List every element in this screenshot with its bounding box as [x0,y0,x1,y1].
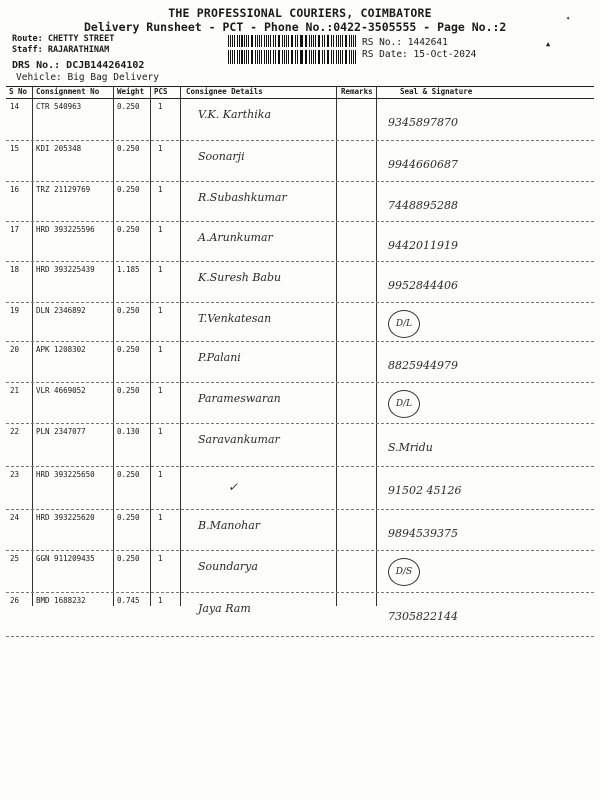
row-signature: 9944660687 [388,158,458,171]
row-divider [6,550,594,551]
row-signature: 9442011919 [388,239,458,252]
row-weight: 0.250 [117,185,140,194]
row-signature: 91502 45126 [388,484,462,497]
row-pcs: 1 [158,513,163,522]
row-sno: 21 [10,386,20,395]
row-consignment: HRD 393225596 [36,225,95,234]
row-weight: 1.185 [117,265,140,274]
row-signature: 8825944979 [388,359,458,372]
barcode-top [228,35,358,47]
row-divider [6,509,594,510]
row-weight: 0.250 [117,306,140,315]
row-signature: 9952844406 [388,279,458,292]
row-divider [6,466,594,467]
row-pcs: 1 [158,427,163,436]
row-sno: 14 [10,102,20,111]
row-consignee: Parameswaran [198,392,281,405]
col-divider [150,86,151,606]
corner-dot-icon: ▲ [546,40,551,48]
row-sno: 24 [10,513,20,522]
col-remarks: Remarks [341,87,373,96]
row-consignee: K.Suresh Babu [198,271,282,284]
row-weight: 0.130 [117,427,140,436]
row-consignment: APK 1208302 [36,345,86,354]
row-stamp-icon: D/L [388,310,420,338]
row-sno: 15 [10,144,20,153]
row-divider [6,181,594,182]
row-consignee: B.Manohar [198,519,261,532]
row-weight: 0.250 [117,345,140,354]
row-pcs: 1 [158,470,163,479]
row-divider [6,592,594,593]
col-consignment: Consignment No [36,87,100,96]
row-pcs: 1 [158,554,163,563]
row-consignee: R.Subashkumar [198,191,287,204]
row-weight: 0.250 [117,470,140,479]
row-signature: S.Mridu [388,441,433,454]
row-pcs: 1 [158,345,163,354]
col-consignee: Consignee Details [186,87,263,96]
row-divider [6,261,594,262]
row-pcs: 1 [158,306,163,315]
row-weight: 0.745 [117,596,140,605]
row-pcs: 1 [158,265,163,274]
row-consignee: Soonarji [198,150,245,163]
row-divider [6,221,594,222]
row-sno: 26 [10,596,20,605]
col-weight: Weight [117,87,145,96]
row-divider [6,423,594,424]
row-divider [6,341,594,342]
row-pcs: 1 [158,144,163,153]
row-pcs: 1 [158,185,163,194]
row-consignee: V.K. Karthika [198,108,272,121]
row-consignment: BMD 1688232 [36,596,86,605]
row-stamp-icon: D/S [388,558,420,586]
row-consignment: KDI 205348 [36,144,82,153]
row-weight: 0.250 [117,513,140,522]
col-seal: Seal & Signature [400,87,473,96]
row-pcs: 1 [158,225,163,234]
row-sno: 23 [10,470,20,479]
row-consignment: HRD 393225439 [36,265,95,274]
row-consignee: Soundarya [198,560,258,573]
row-signature: 7448895288 [388,199,458,212]
row-weight: 0.250 [117,554,140,563]
vehicle-label: Vehicle: Big Bag Delivery [16,72,159,83]
staff-label: Staff: RAJARATHINAM [12,45,110,55]
row-consignment: CTR 540963 [36,102,82,111]
row-consignee: P.Palani [198,351,241,364]
row-sno: 25 [10,554,20,563]
row-signature: 7305822144 [388,610,458,623]
row-sno: 16 [10,185,20,194]
rs-number: RS No.: 1442641 [362,37,448,48]
row-sno: 18 [10,265,20,274]
row-divider [6,302,594,303]
row-signature: 9894539375 [388,527,458,540]
row-pcs: 1 [158,596,163,605]
header-bottom-border [6,98,594,99]
row-weight: 0.250 [117,102,140,111]
row-weight: 0.250 [117,386,140,395]
row-divider [6,140,594,141]
corner-mark-icon: ✦ [566,14,571,22]
barcode-bottom [228,50,358,64]
row-consignment: TRZ 21129769 [36,185,91,194]
col-divider [180,86,181,606]
col-sno: S No [9,87,28,96]
col-divider [376,86,377,606]
row-divider [6,382,594,383]
row-sno: 17 [10,225,20,234]
row-sno: 20 [10,345,20,354]
row-signature: 9345897870 [388,116,458,129]
row-sno: 22 [10,427,20,436]
rs-date: RS Date: 15-Oct-2024 [362,49,477,60]
route-label: Route: CHETTY STREET [12,34,115,44]
row-consignment: PLN 2347077 [36,427,86,436]
row-consignee: T.Venkatesan [198,312,272,325]
drs-number: DRS No.: DCJB144264102 [12,60,145,71]
runsheet-title: Delivery Runsheet - PCT - Phone No.:0422-3505555 - Page No.:2 [84,20,507,34]
col-divider [336,86,337,606]
row-sno: 19 [10,306,20,315]
row-weight: 0.250 [117,144,140,153]
row-stamp-icon: D/L [388,390,420,418]
row-consignment: VLR 4669052 [36,386,86,395]
company-title: THE PROFESSIONAL COURIERS, COIMBATORE [168,6,432,20]
row-consignment: DLN 2346892 [36,306,86,315]
row-consignment: HRD 393225650 [36,470,95,479]
row-pcs: 1 [158,102,163,111]
row-consignment: HRD 393225620 [36,513,95,522]
row-consignee: Saravankumar [198,433,280,446]
row-tick-icon: ✓ [228,480,239,494]
col-pcs: PCS [154,87,168,96]
col-divider [32,86,33,606]
row-weight: 0.250 [117,225,140,234]
row-divider [6,636,594,637]
row-consignee: A.Arunkumar [198,231,273,244]
col-divider [113,86,114,606]
row-consignment: GGN 911209435 [36,554,95,563]
row-consignee: Jaya Ram [198,602,251,615]
row-pcs: 1 [158,386,163,395]
